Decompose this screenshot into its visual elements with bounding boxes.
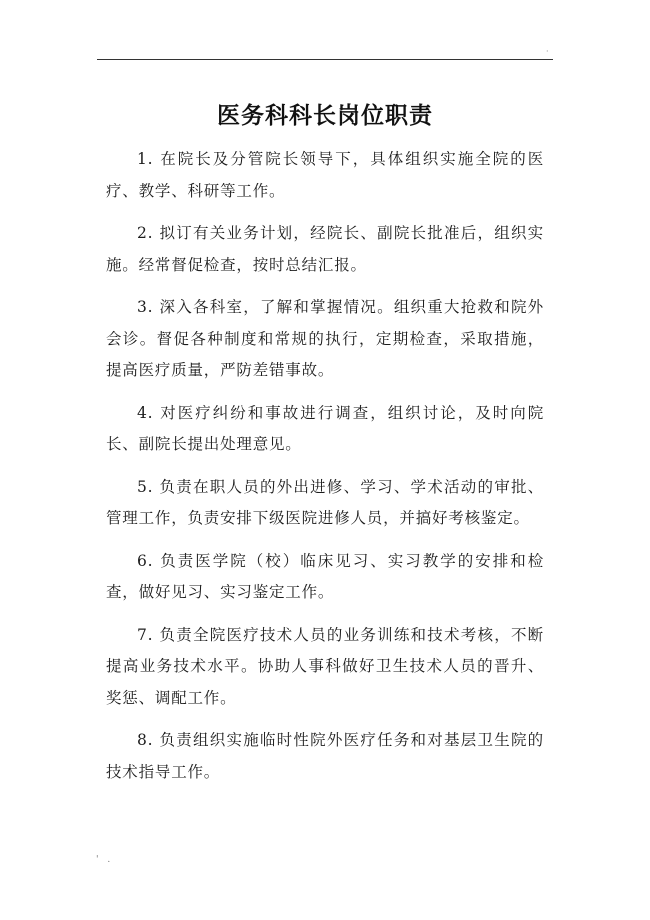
- duty-item-7: 7. 负责全院医疗技术人员的业务训练和技术考核，不断提高业务技术水平。协助人事科做好卫生技术人员的晋升、奖惩、调配工作。: [106, 625, 544, 707]
- duty-item-8: 8. 负责组织实施临时性院外医疗任务和对基层卫生院的技术指导工作。: [106, 731, 544, 781]
- footer-mark: ' .: [96, 855, 114, 865]
- header-rule: [97, 59, 553, 60]
- duty-list: [106, 144, 544, 799]
- duty-item-3: 3. 深入各科室，了解和掌握情况。组织重大抢救和院外会诊。督促各种制度和常规的执行，定期检查，采取措施，提高医疗质量，严防差错事故。: [106, 298, 544, 379]
- document-title: 医务科科长岗位职责: [217, 102, 433, 130]
- duty-item-6: 6. 负责医学院（校）临床见习、实习教学的安排和检查，做好见习、实习鉴定工作。: [106, 551, 544, 601]
- duty-item-4: 4. 对医疗纠纷和事故进行调查，组织讨论，及时向院长、副院长提出处理意见。: [106, 403, 544, 453]
- duty-item-5: 5. 负责在职人员的外出进修、学习、学术活动的审批、管理工作，负责安排下级医院进修人员，并搞好考核鉴定。: [106, 477, 544, 527]
- duty-item-2: 2. 拟订有关业务计划，经院长、副院长批准后，组织实施。经常督促检查，按时总结汇报。: [106, 224, 544, 274]
- header-mark: ·: [546, 47, 549, 56]
- duty-item-1: 1. 在院长及分管院长领导下，具体组织实施全院的医疗、教学、科研等工作。: [106, 150, 544, 200]
